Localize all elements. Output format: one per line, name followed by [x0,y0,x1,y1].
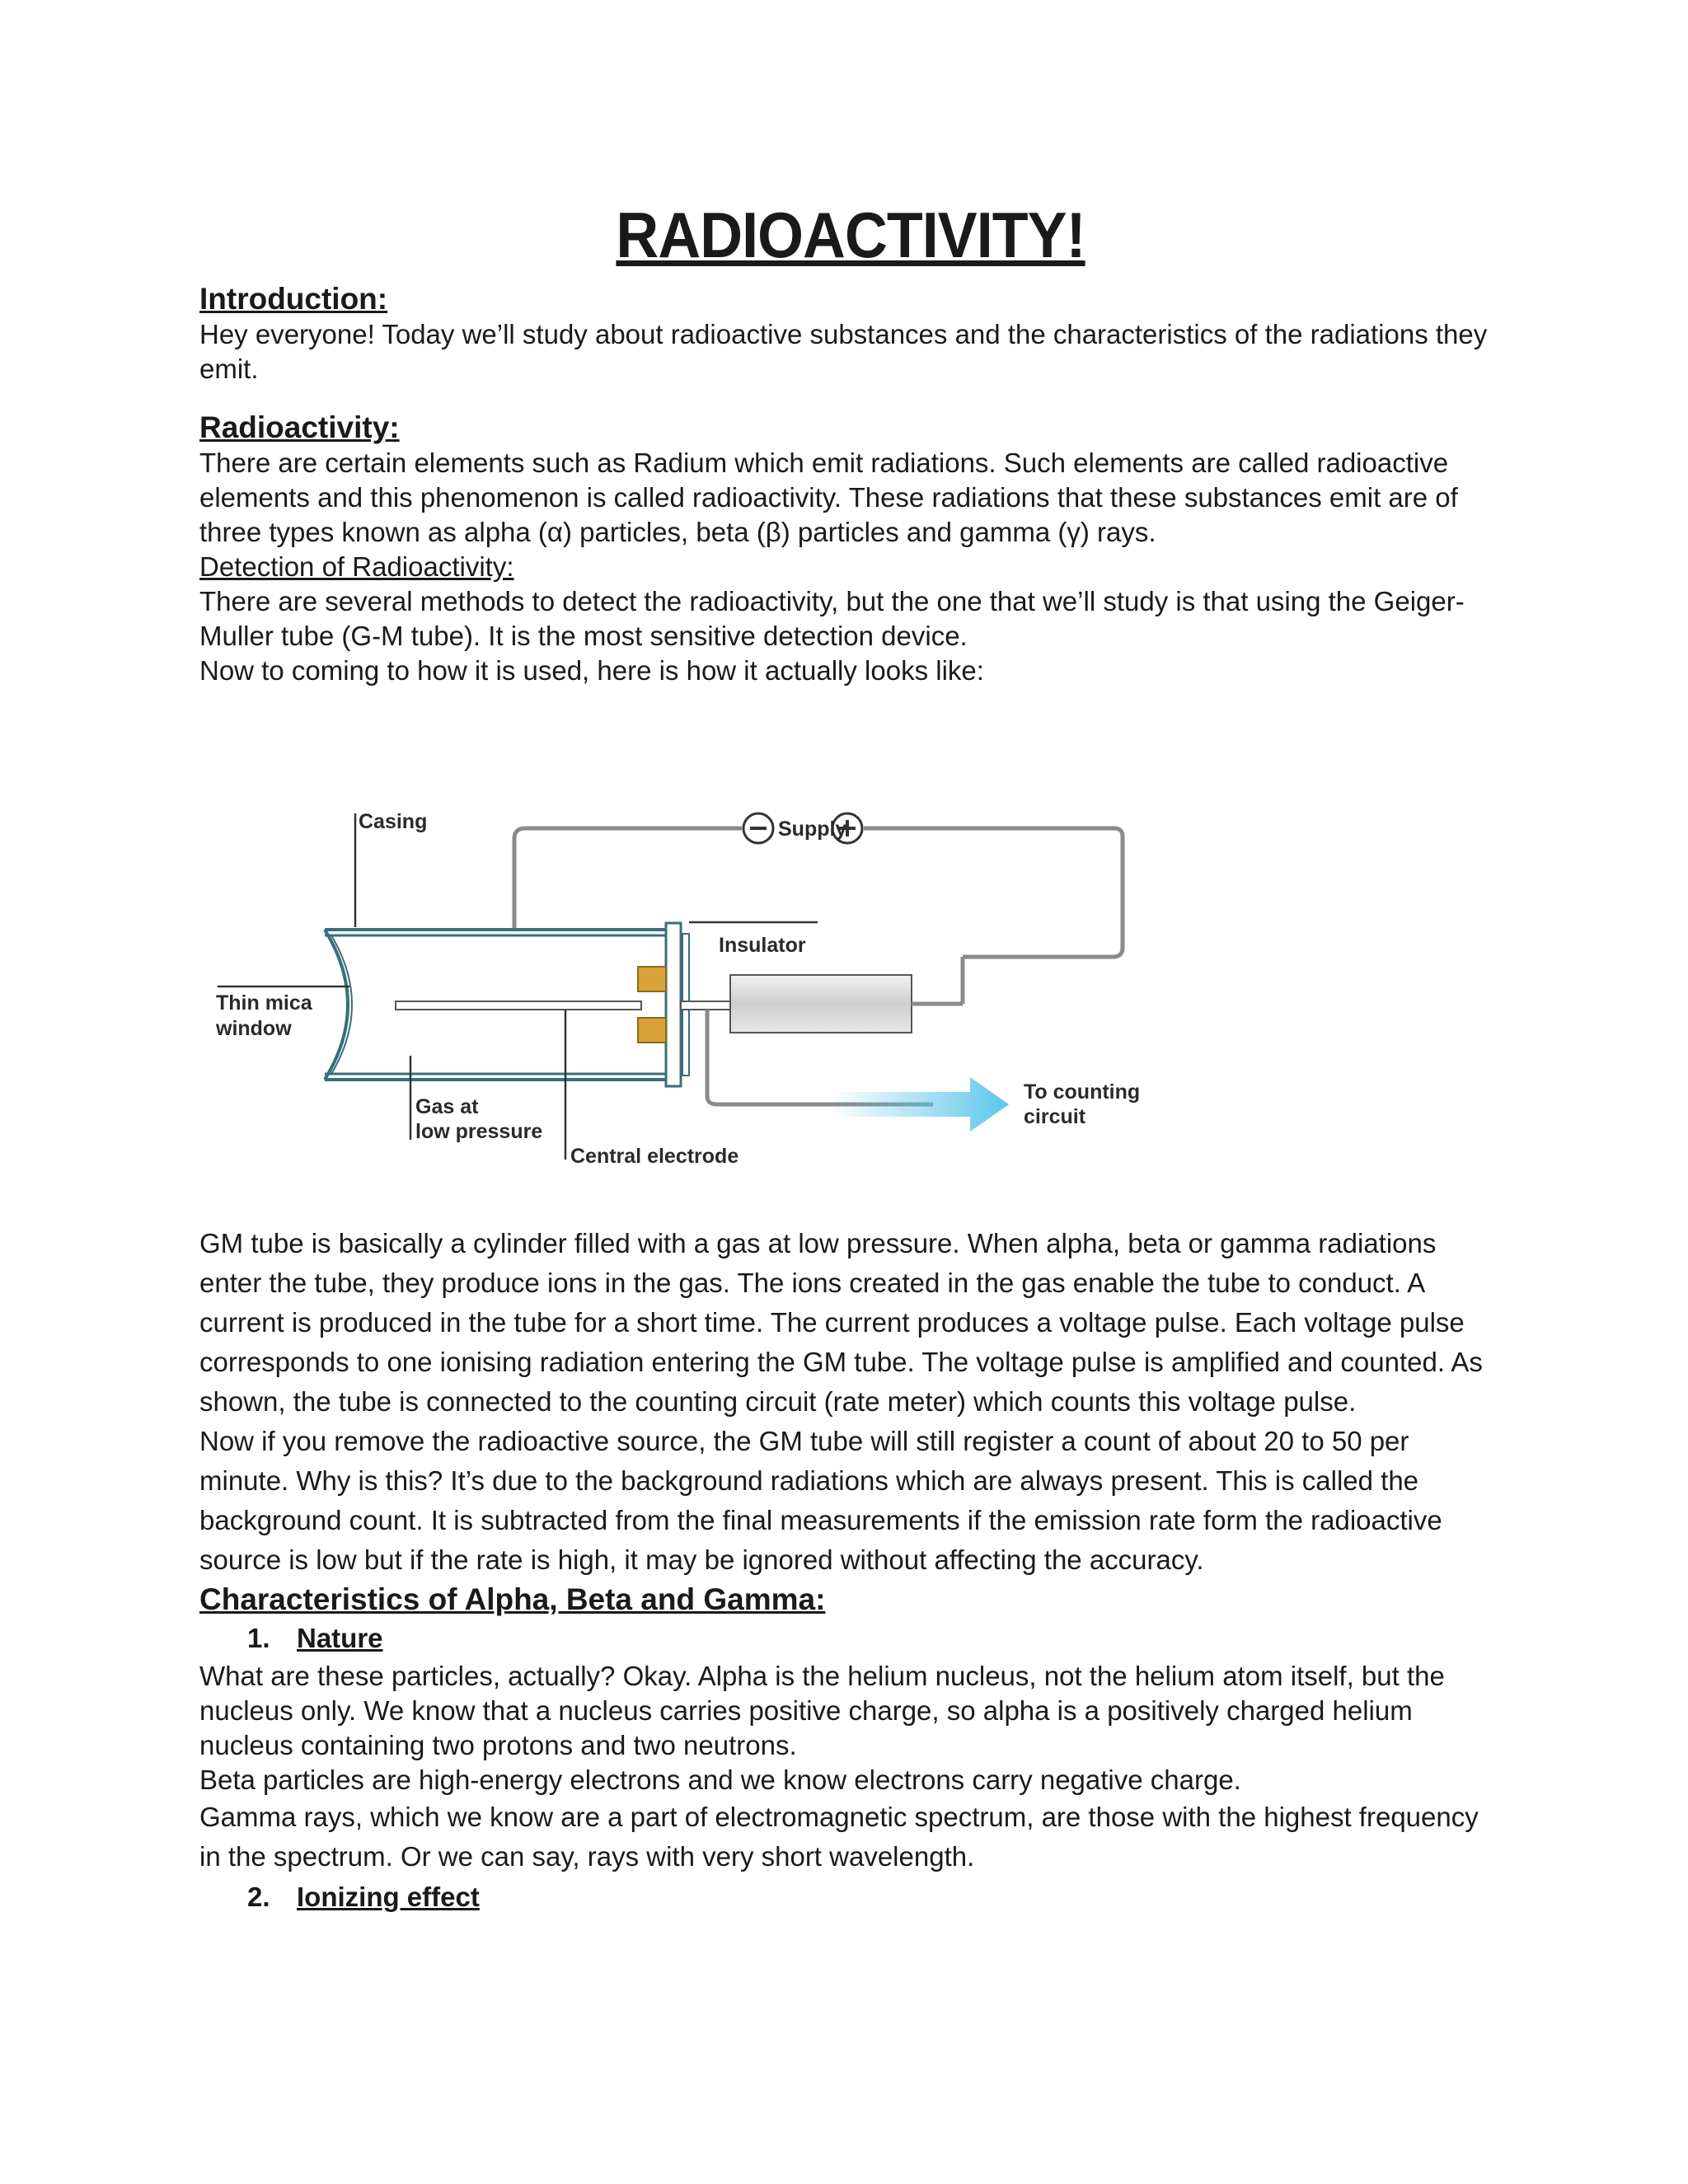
output-arrow-icon [830,1077,1009,1132]
gm-tube-diagram [199,754,1172,1166]
insulator-top [638,967,666,991]
characteristics-heading: Characteristics of Alpha, Beta and Gamma: [199,1582,826,1616]
label-gas-2: low pressure [415,1120,543,1143]
label-casing: Casing [359,810,428,833]
intro-text: Hey everyone! Today we’ll study about radioactive substances and the characteristics of the radiations they emit. [199,319,1488,384]
insulator-bottom [638,1018,666,1043]
page-title: RADIOACTIVITY! [616,199,1085,271]
label-counting-1: To counting [1024,1080,1141,1104]
label-gas-1: Gas at [415,1095,479,1118]
label-thin-mica-1: Thin mica [216,991,312,1015]
supply-wire [514,828,742,930]
supply-wire-right [864,828,1123,957]
label-counting-2: circuit [1024,1105,1086,1128]
minus-terminal-icon [743,813,773,843]
diagram-lead-in: Now to coming to how it is used, here is how it actually looks like: [199,655,984,686]
list-item-ionizing-effect: 2. Ionizing effect [247,1882,480,1912]
nature-paragraph-3: Gamma rays, which we know are a part of electromagnetic spectrum, are those with the highest frequency in the spectrum. Or we can say, rays with very short wavelength. [199,1802,1479,1872]
intro-heading: Introduction: [199,282,388,316]
gm-description-1: GM tube is basically a cylinder filled with a gas at low pressure. When alpha, beta or gamma radiations enter the tube, they produce ions in the gas. The ions created in the gas enable the tube to conduct. A current is produced in the tube for a short time. The current produces a voltage pulse. Each voltage pulse corresponds to one ionising radiation entering the GM tube. The voltage pulse is amplified and counted. As shown, the tube is connected to the counting circuit (rate meter) which counts this voltage pulse. [199,1228,1483,1417]
label-thin-mica-2: window [216,1017,292,1040]
nature-paragraph-2: Beta particles are high-energy electrons and we know electrons carry negative charge. [199,1765,1241,1795]
document-content [199,198,1502,1918]
label-supply: Supply [778,818,847,841]
radioactivity-text: There are certain elements such as Radium which emit radiations. Such elements are called radioactive elements and this phenomenon is called radioactivity. These radiations that these substances emit are of three types known as alpha (α) particles, beta (β) particles and gamma (γ) rays. [199,448,1458,547]
central-electrode [396,1001,641,1010]
radioactivity-heading: Radioactivity: [199,410,400,444]
list-item-nature: 1. Nature [247,1623,383,1653]
resistor [730,975,912,1033]
gm-description-2: Now if you remove the radioactive source, the GM tube will still register a count of about 20 to 50 per minute. Why is this? It’s due to the background radiations which are always present. This is called the background count. It is subtracted from the final measurements if the emission rate form the radioactive source is low but if the rate is high, it may be ignored without affecting the accuracy. [199,1426,1442,1575]
label-insulator: Insulator [719,934,806,957]
detection-text: There are several methods to detect the radioactivity, but the one that we’ll study is that using the Geiger-Muller tube (G-M tube). It is the most sensitive detection device. [199,586,1465,651]
detection-heading: Detection of Radioactivity: [199,551,514,582]
label-central-electrode: Central electrode [570,1145,739,1166]
nature-paragraph-1: What are these particles, actually? Okay. Alpha is the helium nucleus, not the helium atom itself, but the nucleus only. We know that a nucleus carries positive charge, so alpha is a positively charged helium nucleus containing two protons and two neutrons. [199,1661,1445,1760]
